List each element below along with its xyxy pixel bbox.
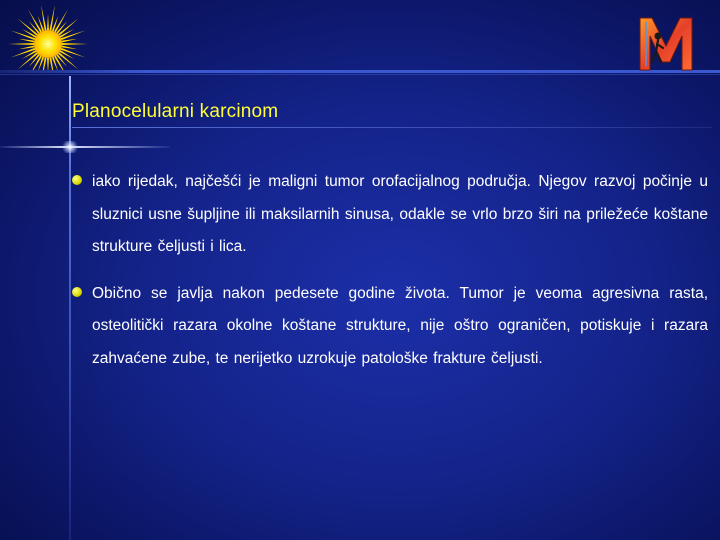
light-flare	[0, 146, 170, 148]
sun-ray	[28, 56, 42, 70]
top-rule	[0, 70, 720, 73]
bullet-list	[72, 166, 708, 389]
bullet-dot-icon	[72, 287, 82, 297]
slide-title: Planocelularni karcinom	[72, 101, 279, 122]
list-item	[72, 166, 708, 264]
sun-ray	[47, 58, 49, 70]
title-underline	[72, 127, 712, 128]
sun-ray	[18, 45, 34, 49]
bullet-dot-icon	[72, 175, 82, 185]
sun-ray	[62, 39, 78, 43]
top-rule-shadow	[0, 74, 720, 75]
sun-icon	[2, 6, 94, 70]
bullet-text: iako rijedak, najčešći je maligni tumor orofacijalnog područja. Njegov razvoj počinje u sluznici usne šupljine ili maksilarnih sinusa, odakle se vrlo brzo širi na priležeće koštane strukture čeljusti i lica.	[92, 173, 708, 255]
sun-ray	[18, 39, 34, 43]
sun-ray	[47, 14, 49, 30]
sun-ray	[62, 43, 88, 45]
m-logo-icon	[636, 14, 696, 72]
bullet-text: Obično se javlja nakon pedesete godine života. Tumor je veoma agresivna rasta, osteolitički razara okolne koštane strukture, nije oštro ograničen, potiskuje i razara zahvaćene zube, te nerijetko uzrokuje patološke frakture čeljusti.	[92, 284, 708, 367]
sun-ray	[62, 45, 78, 49]
sun-ray	[54, 56, 68, 70]
list-item	[72, 278, 708, 376]
light-flare-core	[62, 141, 78, 153]
sun-ray	[8, 43, 34, 45]
